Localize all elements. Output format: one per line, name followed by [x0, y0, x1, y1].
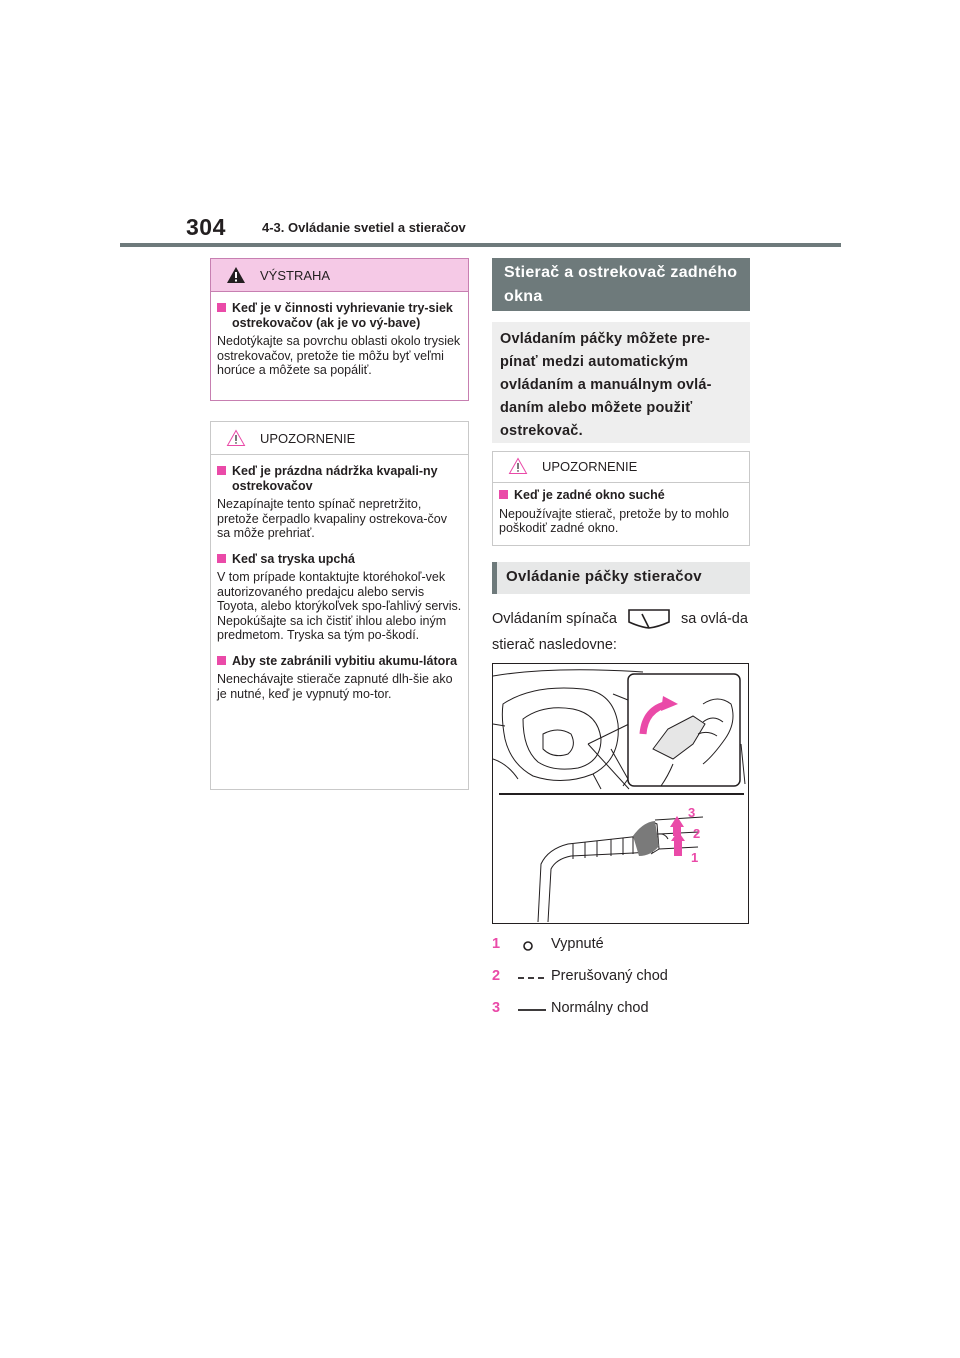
notice-right-body [493, 483, 749, 555]
square-bullet-icon [217, 554, 226, 563]
warning-header [211, 259, 468, 292]
rear-wiper-icon [625, 606, 673, 632]
warning-item-heading: Keď je v činnosti vyhrievanie try-siek ostrekovačov (ak je vo vý-bave) [217, 301, 462, 330]
wiper-lever-illustration [493, 664, 750, 925]
notice-item-text: Nepokúšajte sa ich čistiť ihlou alebo iným predmetom. Tryska sa tým po-škodí. [217, 613, 447, 642]
intermittent-symbol-icon [518, 970, 548, 986]
notice-left-body [211, 455, 468, 720]
legend-label: Prerušovaný chod [551, 968, 668, 984]
off-symbol-icon [518, 938, 548, 954]
notice-item-heading: Keď sa tryska upchá [217, 552, 462, 567]
warning-item-text: Nedotýkajte sa povrchu oblasti okolo trysiek ostrekovačov, pretože tie môžu byť veľmi horúce a môžete sa popáliť. [217, 334, 461, 377]
notice-right-title: UPOZORNENIE [542, 459, 638, 474]
page-number: 304 [186, 214, 226, 240]
section-title: 4-3. Ovládanie svetiel a stieračov [262, 220, 466, 235]
notice-item-text: Nenechávajte stierače zapnuté dlh-šie ako je nutné, keď je vypnutý mo-tor. [217, 672, 453, 701]
warning-body [211, 292, 468, 397]
callout-1: 1 [691, 850, 699, 865]
notice-item-heading: Keď je prázdna nádržka kvapali-ny ostrekovačov [217, 464, 462, 493]
callout-3: 3 [688, 805, 696, 820]
notice-item-text: V tom prípade kontaktujte ktoréhokoľ-vek autorizovaného predajcu alebo servis Toyota, alebo ktorýkoľvek spo-ľahlivý servis. [217, 570, 462, 613]
square-bullet-icon [499, 490, 508, 499]
square-bullet-icon [217, 656, 226, 665]
caution-triangle-icon [508, 457, 528, 475]
legend-item-intermittent [492, 968, 692, 988]
legend-number: 2 [492, 968, 501, 984]
header-rule [120, 243, 841, 247]
legend-label: Normálny chod [551, 1000, 649, 1016]
notice-box-right [492, 451, 750, 546]
notice-box-left [210, 421, 469, 790]
callout-2: 2 [693, 826, 701, 841]
square-bullet-icon [217, 303, 226, 312]
wiper-lever-figure [492, 663, 749, 924]
legend-number: 1 [492, 936, 501, 952]
legend-item-normal [492, 1000, 682, 1020]
legend-item-off [492, 936, 652, 956]
legend-label: Vypnuté [551, 936, 604, 952]
notice-item-text: Nezapínajte tento spínač nepretržito, pretože čerpadlo kvapaliny ostrekova-čov sa môže prehriať. [217, 497, 447, 540]
rear-wiper-heading: Stierač a ostrekovač zadného okna [492, 258, 750, 311]
caution-triangle-icon [226, 429, 246, 447]
rear-wiper-intro: Ovládaním páčky môžete pre-pínať medzi automatickým ovládaním a manuálnym ovlá-daním alebo môžete použiť ostrekovač. [492, 322, 750, 443]
warning-title: VÝSTRAHA [260, 268, 331, 283]
legend-number: 3 [492, 1000, 501, 1016]
notice-item-heading: Aby ste zabránili vybitiu akumu-látora [217, 654, 462, 669]
wiper-instruction: Ovládaním spínača sa ovlá-da stierač nasledovne: [492, 606, 750, 658]
square-bullet-icon [217, 466, 226, 475]
notice-item-heading: Keď je zadné okno suché [499, 488, 743, 503]
notice-right-header [493, 452, 749, 483]
notice-item-text: Nepoužívajte stierač, pretože by to mohlo poškodiť zadné okno. [499, 506, 729, 535]
wiper-lever-heading: Ovládanie páčky stieračov [492, 562, 750, 594]
warning-triangle-icon [226, 266, 246, 284]
warning-box [210, 258, 469, 401]
notice-left-title: UPOZORNENIE [260, 431, 356, 446]
notice-left-header [211, 422, 468, 455]
normal-symbol-icon [518, 1002, 548, 1018]
